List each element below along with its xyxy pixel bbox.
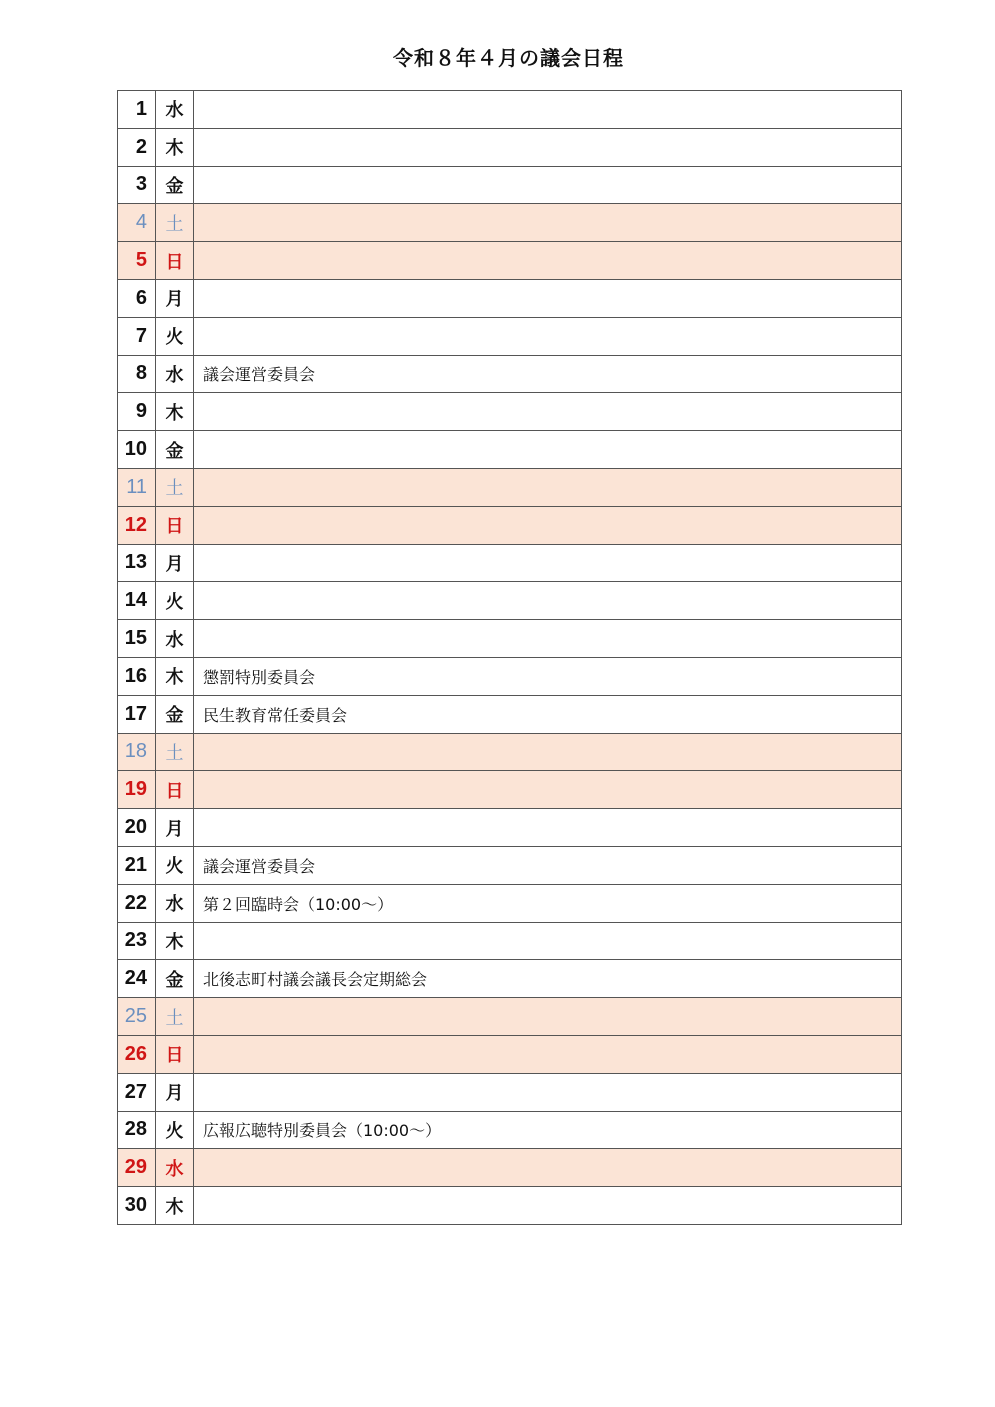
day-number: 11 [118,468,156,506]
day-number: 21 [118,846,156,884]
weekday: 火 [156,317,194,355]
day-number: 16 [118,657,156,695]
schedule-row [118,544,902,582]
schedule-row [118,1035,902,1073]
day-number: 23 [118,922,156,960]
event [194,91,902,129]
schedule-row [118,809,902,847]
day-number: 7 [118,317,156,355]
day-number: 12 [118,506,156,544]
weekday: 日 [156,506,194,544]
schedule-row [118,393,902,431]
event [194,242,902,280]
schedule-row [118,355,902,393]
day-number: 1 [118,91,156,129]
event [194,922,902,960]
schedule-row [118,733,902,771]
event [194,166,902,204]
weekday: 土 [156,204,194,242]
weekday: 木 [156,922,194,960]
event [194,544,902,582]
schedule-row [118,846,902,884]
event [194,431,902,469]
schedule-row [118,1187,902,1225]
event [194,582,902,620]
day-number: 3 [118,166,156,204]
event [194,771,902,809]
schedule-row [118,657,902,695]
day-number: 27 [118,1073,156,1111]
event [194,317,902,355]
event [194,809,902,847]
weekday: 月 [156,1073,194,1111]
day-number: 6 [118,279,156,317]
schedule-row [118,1149,902,1187]
event [194,1035,902,1073]
schedule-row [118,242,902,280]
event: 議会運営委員会 [194,846,902,884]
schedule-row [118,279,902,317]
schedule-row [118,204,902,242]
schedule-row [118,1073,902,1111]
schedule-row [118,166,902,204]
schedule-table [117,90,902,1225]
day-number: 30 [118,1187,156,1225]
day-number: 19 [118,771,156,809]
event [194,733,902,771]
day-number: 15 [118,620,156,658]
event: 広報広聴特別委員会（10:00～） [194,1111,902,1149]
weekday: 土 [156,733,194,771]
weekday: 木 [156,393,194,431]
event [194,128,902,166]
day-number: 8 [118,355,156,393]
day-number: 13 [118,544,156,582]
schedule-row [118,128,902,166]
schedule-row [118,998,902,1036]
day-number: 5 [118,242,156,280]
event [194,998,902,1036]
day-number: 14 [118,582,156,620]
day-number: 2 [118,128,156,166]
day-number: 4 [118,204,156,242]
schedule-row [118,695,902,733]
event: 民生教育常任委員会 [194,695,902,733]
day-number: 18 [118,733,156,771]
schedule-row [118,884,902,922]
day-number: 20 [118,809,156,847]
weekday: 水 [156,620,194,658]
schedule-row [118,771,902,809]
weekday: 火 [156,1111,194,1149]
day-number: 22 [118,884,156,922]
event [194,620,902,658]
schedule-row [118,582,902,620]
weekday: 日 [156,1035,194,1073]
weekday: 日 [156,771,194,809]
event [194,468,902,506]
day-number: 28 [118,1111,156,1149]
weekday: 月 [156,809,194,847]
event [194,279,902,317]
weekday: 水 [156,355,194,393]
schedule-row [118,468,902,506]
event: 北後志町村議会議長会定期総会 [194,960,902,998]
weekday: 水 [156,91,194,129]
schedule-row [118,960,902,998]
weekday: 月 [156,544,194,582]
schedule-row [118,91,902,129]
event [194,1073,902,1111]
schedule-row [118,431,902,469]
day-number: 26 [118,1035,156,1073]
weekday: 木 [156,657,194,695]
weekday: 金 [156,960,194,998]
weekday: 木 [156,128,194,166]
schedule-row [118,1111,902,1149]
day-number: 9 [118,393,156,431]
day-number: 17 [118,695,156,733]
weekday: 火 [156,582,194,620]
weekday: 水 [156,1149,194,1187]
schedule-row [118,922,902,960]
event [194,1149,902,1187]
event [194,204,902,242]
event: 第２回臨時会（10:00～） [194,884,902,922]
day-number: 24 [118,960,156,998]
weekday: 水 [156,884,194,922]
day-number: 29 [118,1149,156,1187]
weekday: 土 [156,468,194,506]
weekday: 木 [156,1187,194,1225]
schedule-row [118,506,902,544]
day-number: 25 [118,998,156,1036]
schedule-row [118,317,902,355]
event [194,506,902,544]
day-number: 10 [118,431,156,469]
event: 議会運営委員会 [194,355,902,393]
weekday: 金 [156,695,194,733]
weekday: 火 [156,846,194,884]
event [194,1187,902,1225]
weekday: 日 [156,242,194,280]
event: 懲罰特別委員会 [194,657,902,695]
schedule-row [118,620,902,658]
page-title: 令和８年４月の議会日程 [393,46,624,70]
weekday: 金 [156,166,194,204]
weekday: 土 [156,998,194,1036]
event [194,393,902,431]
weekday: 金 [156,431,194,469]
weekday: 月 [156,279,194,317]
schedule-body [118,91,902,1225]
